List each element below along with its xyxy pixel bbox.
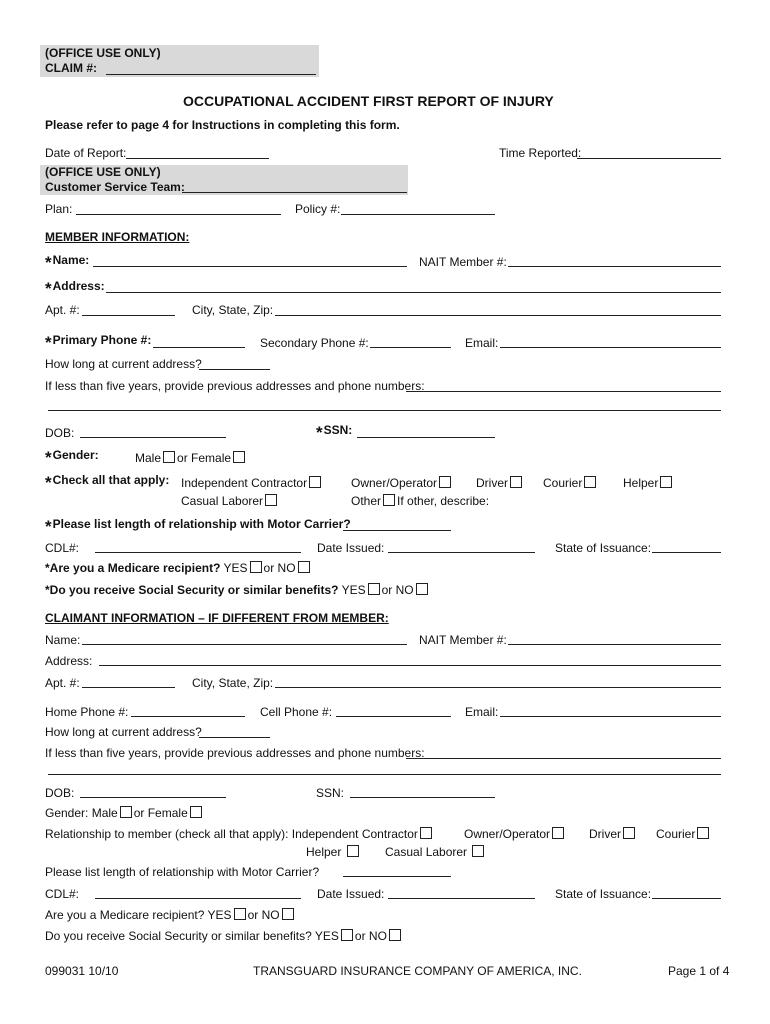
member-ssn-field[interactable]	[357, 437, 495, 438]
if-other-label: If other, describe:	[397, 494, 490, 508]
member-check-all-label	[45, 473, 169, 493]
or-no-label: or NO	[263, 561, 296, 575]
member-prev-address-field[interactable]	[406, 391, 721, 392]
member-ss-yes-checkbox[interactable]	[368, 583, 380, 595]
member-how-long-field[interactable]	[199, 369, 270, 370]
required-asterisk: *	[316, 423, 323, 442]
date-of-report-label: Date of Report:	[45, 146, 127, 160]
footer-form-code: 099031 10/10	[45, 964, 119, 978]
yes-label: YES	[341, 583, 366, 597]
claimant-address-field[interactable]	[99, 665, 721, 666]
office-use-label-2: (OFFICE USE ONLY)	[45, 165, 161, 179]
member-ss-no-checkbox[interactable]	[416, 583, 428, 595]
claimant-apt-field[interactable]	[82, 687, 175, 688]
claimant-relationship-length-field[interactable]	[343, 876, 451, 877]
member-how-long-label: How long at current address?	[45, 357, 202, 371]
claimant-prev-address-label: If less than five years, provide previous addresses and phone numbers:	[45, 746, 425, 760]
required-asterisk: *	[45, 473, 52, 492]
member-driver	[476, 476, 524, 490]
claimant-apt-label: Apt. #:	[45, 676, 80, 690]
member-male-checkbox[interactable]	[163, 451, 175, 463]
member-relationship-length-label	[45, 517, 351, 537]
member-name-field[interactable]	[93, 266, 407, 267]
member-email-label: Email:	[465, 336, 499, 350]
member-independent-contractor-checkbox[interactable]	[309, 476, 321, 488]
or-no-label: or NO	[247, 908, 280, 922]
claimant-relationship-row	[45, 827, 434, 841]
time-reported-field[interactable]	[577, 158, 721, 159]
footer-page-number: Page 1 of 4	[668, 964, 730, 978]
casual-laborer-label: Casual Laborer	[181, 494, 264, 508]
claim-number-field[interactable]	[106, 74, 316, 75]
member-address-text: Address:	[52, 279, 105, 293]
claimant-ssn-label: SSN:	[316, 786, 345, 800]
claimant-date-issued-field[interactable]	[388, 898, 535, 899]
member-medicare-row	[45, 561, 312, 575]
member-casual-laborer-checkbox[interactable]	[265, 494, 277, 506]
member-nait-label: NAIT Member #:	[419, 255, 507, 269]
claimant-casual-laborer	[385, 845, 486, 859]
female-label: or Female	[133, 806, 188, 820]
plan-field[interactable]	[76, 214, 281, 215]
claimant-owner-operator-checkbox[interactable]	[552, 827, 564, 839]
claimant-ss-yes-checkbox[interactable]	[341, 929, 353, 941]
member-medicare-no-checkbox[interactable]	[298, 561, 310, 573]
member-city-label: City, State, Zip:	[192, 303, 274, 317]
member-city-field[interactable]	[275, 315, 721, 316]
member-helper	[623, 476, 674, 490]
member-cdl-label: CDL#:	[45, 541, 80, 555]
member-courier	[543, 476, 598, 490]
casual-laborer-label: Casual Laborer	[385, 845, 468, 859]
claimant-date-issued-label: Date Issued:	[317, 887, 385, 901]
member-cdl-field[interactable]	[95, 552, 301, 553]
required-asterisk: *	[45, 333, 52, 352]
policy-label: Policy #:	[295, 202, 341, 216]
member-email-field[interactable]	[500, 347, 721, 348]
member-courier-checkbox[interactable]	[584, 476, 596, 488]
claimant-city-label: City, State, Zip:	[192, 676, 274, 690]
plan-label: Plan:	[45, 202, 73, 216]
member-other	[351, 494, 489, 508]
member-address-field[interactable]	[106, 292, 721, 293]
claimant-owner-operator	[464, 827, 566, 841]
driver-label: Driver	[476, 476, 508, 490]
driver-label: Driver	[589, 827, 621, 841]
required-asterisk: *	[45, 279, 52, 298]
claimant-helper	[306, 845, 361, 859]
member-female-checkbox[interactable]	[233, 451, 245, 463]
member-driver-checkbox[interactable]	[510, 476, 522, 488]
member-nait-field[interactable]	[508, 266, 721, 267]
claimant-cell-phone-label: Cell Phone #:	[260, 705, 333, 719]
member-prev-address-label: If less than five years, provide previous addresses and phone numbers:	[45, 379, 425, 393]
claimant-courier-checkbox[interactable]	[697, 827, 709, 839]
owner-operator-label: Owner/Operator	[464, 827, 551, 841]
claimant-gender-label: Gender:	[45, 806, 89, 820]
member-owner-operator	[351, 476, 453, 490]
independent-contractor-label: Independent Contractor	[181, 476, 308, 490]
member-prev-address-field-2[interactable]	[48, 410, 721, 411]
claimant-info-heading: CLAIMANT INFORMATION – IF DIFFERENT FROM MEMBER:	[45, 611, 389, 625]
office-use-label: (OFFICE USE ONLY)	[45, 46, 161, 60]
claimant-name-field[interactable]	[82, 644, 407, 645]
other-label: Other	[351, 494, 382, 508]
member-name-label	[45, 253, 89, 273]
required-asterisk: *	[45, 517, 52, 536]
claimant-courier	[656, 827, 711, 841]
member-secondary-phone-field[interactable]	[370, 347, 451, 348]
member-medicare-yes-checkbox[interactable]	[250, 561, 262, 573]
claimant-email-field[interactable]	[500, 716, 721, 717]
claimant-how-long-field[interactable]	[199, 737, 270, 738]
member-medicare-label: *Are you a Medicare recipient?	[45, 561, 221, 575]
claimant-home-phone-field[interactable]	[131, 716, 245, 717]
yes-label: YES	[223, 561, 248, 575]
claimant-female-checkbox[interactable]	[190, 806, 202, 818]
member-social-security-label: *Do you receive Social Security or similar benefits?	[45, 583, 339, 597]
male-label: Male	[135, 451, 162, 465]
member-state-issuance-label: State of Issuance:	[555, 541, 652, 555]
claimant-dob-label: DOB:	[45, 786, 75, 800]
claimant-name-label: Name:	[45, 633, 81, 647]
claimant-state-issuance-field[interactable]	[652, 898, 721, 899]
claimant-how-long-label: How long at current address?	[45, 725, 202, 739]
claimant-prev-address-field-2[interactable]	[48, 774, 721, 775]
member-apt-field[interactable]	[82, 315, 175, 316]
member-state-issuance-field[interactable]	[652, 552, 721, 553]
member-casual-laborer	[181, 494, 279, 508]
member-owner-operator-checkbox[interactable]	[439, 476, 451, 488]
page-title: OCCUPATIONAL ACCIDENT FIRST REPORT OF INJURY	[183, 93, 554, 109]
date-of-report-field[interactable]	[126, 158, 269, 159]
claimant-home-phone-label: Home Phone #:	[45, 705, 129, 719]
claimant-city-field[interactable]	[275, 687, 721, 688]
claimant-social-security-label: Do you receive Social Security or similar benefits?	[45, 929, 312, 943]
claimant-male-checkbox[interactable]	[120, 806, 132, 818]
member-helper-checkbox[interactable]	[660, 476, 672, 488]
yes-label: YES	[314, 929, 339, 943]
member-info-heading: MEMBER INFORMATION:	[45, 230, 190, 244]
instructions-text: Please refer to page 4 for Instructions in completing this form.	[45, 118, 400, 132]
claimant-cdl-field[interactable]	[95, 898, 301, 899]
or-no-label: or NO	[354, 929, 387, 943]
required-asterisk: *	[45, 448, 52, 467]
claimant-casual-laborer-checkbox[interactable]	[472, 845, 484, 857]
claimant-ss-no-checkbox[interactable]	[389, 929, 401, 941]
claimant-relationship-label: Relationship to member (check all that apply): Independent Contractor	[45, 827, 418, 841]
claimant-medicare-row	[45, 908, 296, 922]
claimant-medicare-yes-checkbox[interactable]	[234, 908, 246, 920]
member-name-text: Name:	[52, 253, 90, 267]
claimant-nait-field[interactable]	[508, 644, 721, 645]
member-apt-label: Apt. #:	[45, 303, 80, 317]
claimant-gender-row	[45, 806, 204, 820]
claimant-cell-phone-field[interactable]	[336, 716, 451, 717]
claimant-cdl-label: CDL#:	[45, 887, 80, 901]
claimant-medicare-no-checkbox[interactable]	[282, 908, 294, 920]
helper-label: Helper	[306, 845, 342, 859]
member-primary-phone-field[interactable]	[153, 347, 245, 348]
claim-label: CLAIM #:	[45, 61, 97, 75]
member-date-issued-label: Date Issued:	[317, 541, 385, 555]
owner-operator-label: Owner/Operator	[351, 476, 438, 490]
courier-label: Courier	[656, 827, 696, 841]
claimant-independent-contractor-checkbox[interactable]	[420, 827, 432, 839]
member-dob-label: DOB:	[45, 426, 75, 440]
member-primary-phone-text: Primary Phone #:	[52, 333, 152, 347]
claimant-medicare-label: Are you a Medicare recipient?	[45, 908, 205, 922]
claimant-social-security-row	[45, 929, 403, 943]
claimant-prev-address-field[interactable]	[406, 758, 721, 759]
time-reported-label: Time Reported:	[499, 146, 582, 160]
member-independent-contractor	[181, 476, 323, 490]
member-relationship-length-field[interactable]	[343, 530, 451, 531]
claimant-address-label: Address:	[45, 654, 93, 668]
claimant-email-label: Email:	[465, 705, 499, 719]
claimant-driver-checkbox[interactable]	[623, 827, 635, 839]
member-other-checkbox[interactable]	[383, 494, 395, 506]
policy-field[interactable]	[341, 214, 495, 215]
or-no-label: or NO	[381, 583, 414, 597]
member-gender-label	[45, 448, 99, 468]
female-label: or Female	[177, 451, 232, 465]
member-ssn-text: SSN:	[323, 423, 353, 437]
claimant-nait-label: NAIT Member #:	[419, 633, 507, 647]
footer-company: TRANSGUARD INSURANCE COMPANY OF AMERICA, INC.	[253, 964, 582, 978]
claimant-relationship-length-label: Please list length of relationship with Motor Carrier?	[45, 865, 320, 879]
male-label: Male	[91, 806, 118, 820]
yes-label: YES	[207, 908, 232, 922]
member-primary-phone-label	[45, 333, 151, 353]
member-social-security-row	[45, 583, 430, 597]
claimant-state-issuance-label: State of Issuance:	[555, 887, 652, 901]
claimant-helper-checkbox[interactable]	[347, 845, 359, 857]
required-asterisk: *	[45, 253, 52, 272]
claimant-ssn-field[interactable]	[350, 797, 495, 798]
member-address-label	[45, 279, 105, 299]
customer-service-team-label: Customer Service Team:	[45, 180, 185, 194]
member-check-all-text: Check all that apply:	[52, 473, 170, 487]
member-gender-text: Gender:	[52, 448, 99, 462]
member-date-issued-field[interactable]	[388, 552, 535, 553]
member-dob-field[interactable]	[80, 437, 226, 438]
claimant-driver	[589, 827, 637, 841]
member-gender-options	[135, 451, 247, 465]
claimant-dob-field[interactable]	[80, 797, 226, 798]
member-relationship-length-text: Please list length of relationship with Motor Carrier?	[52, 517, 351, 531]
customer-service-team-field[interactable]	[182, 192, 407, 193]
member-ssn-label	[316, 423, 352, 443]
helper-label: Helper	[623, 476, 659, 490]
courier-label: Courier	[543, 476, 583, 490]
member-secondary-phone-label: Secondary Phone #:	[260, 336, 369, 350]
